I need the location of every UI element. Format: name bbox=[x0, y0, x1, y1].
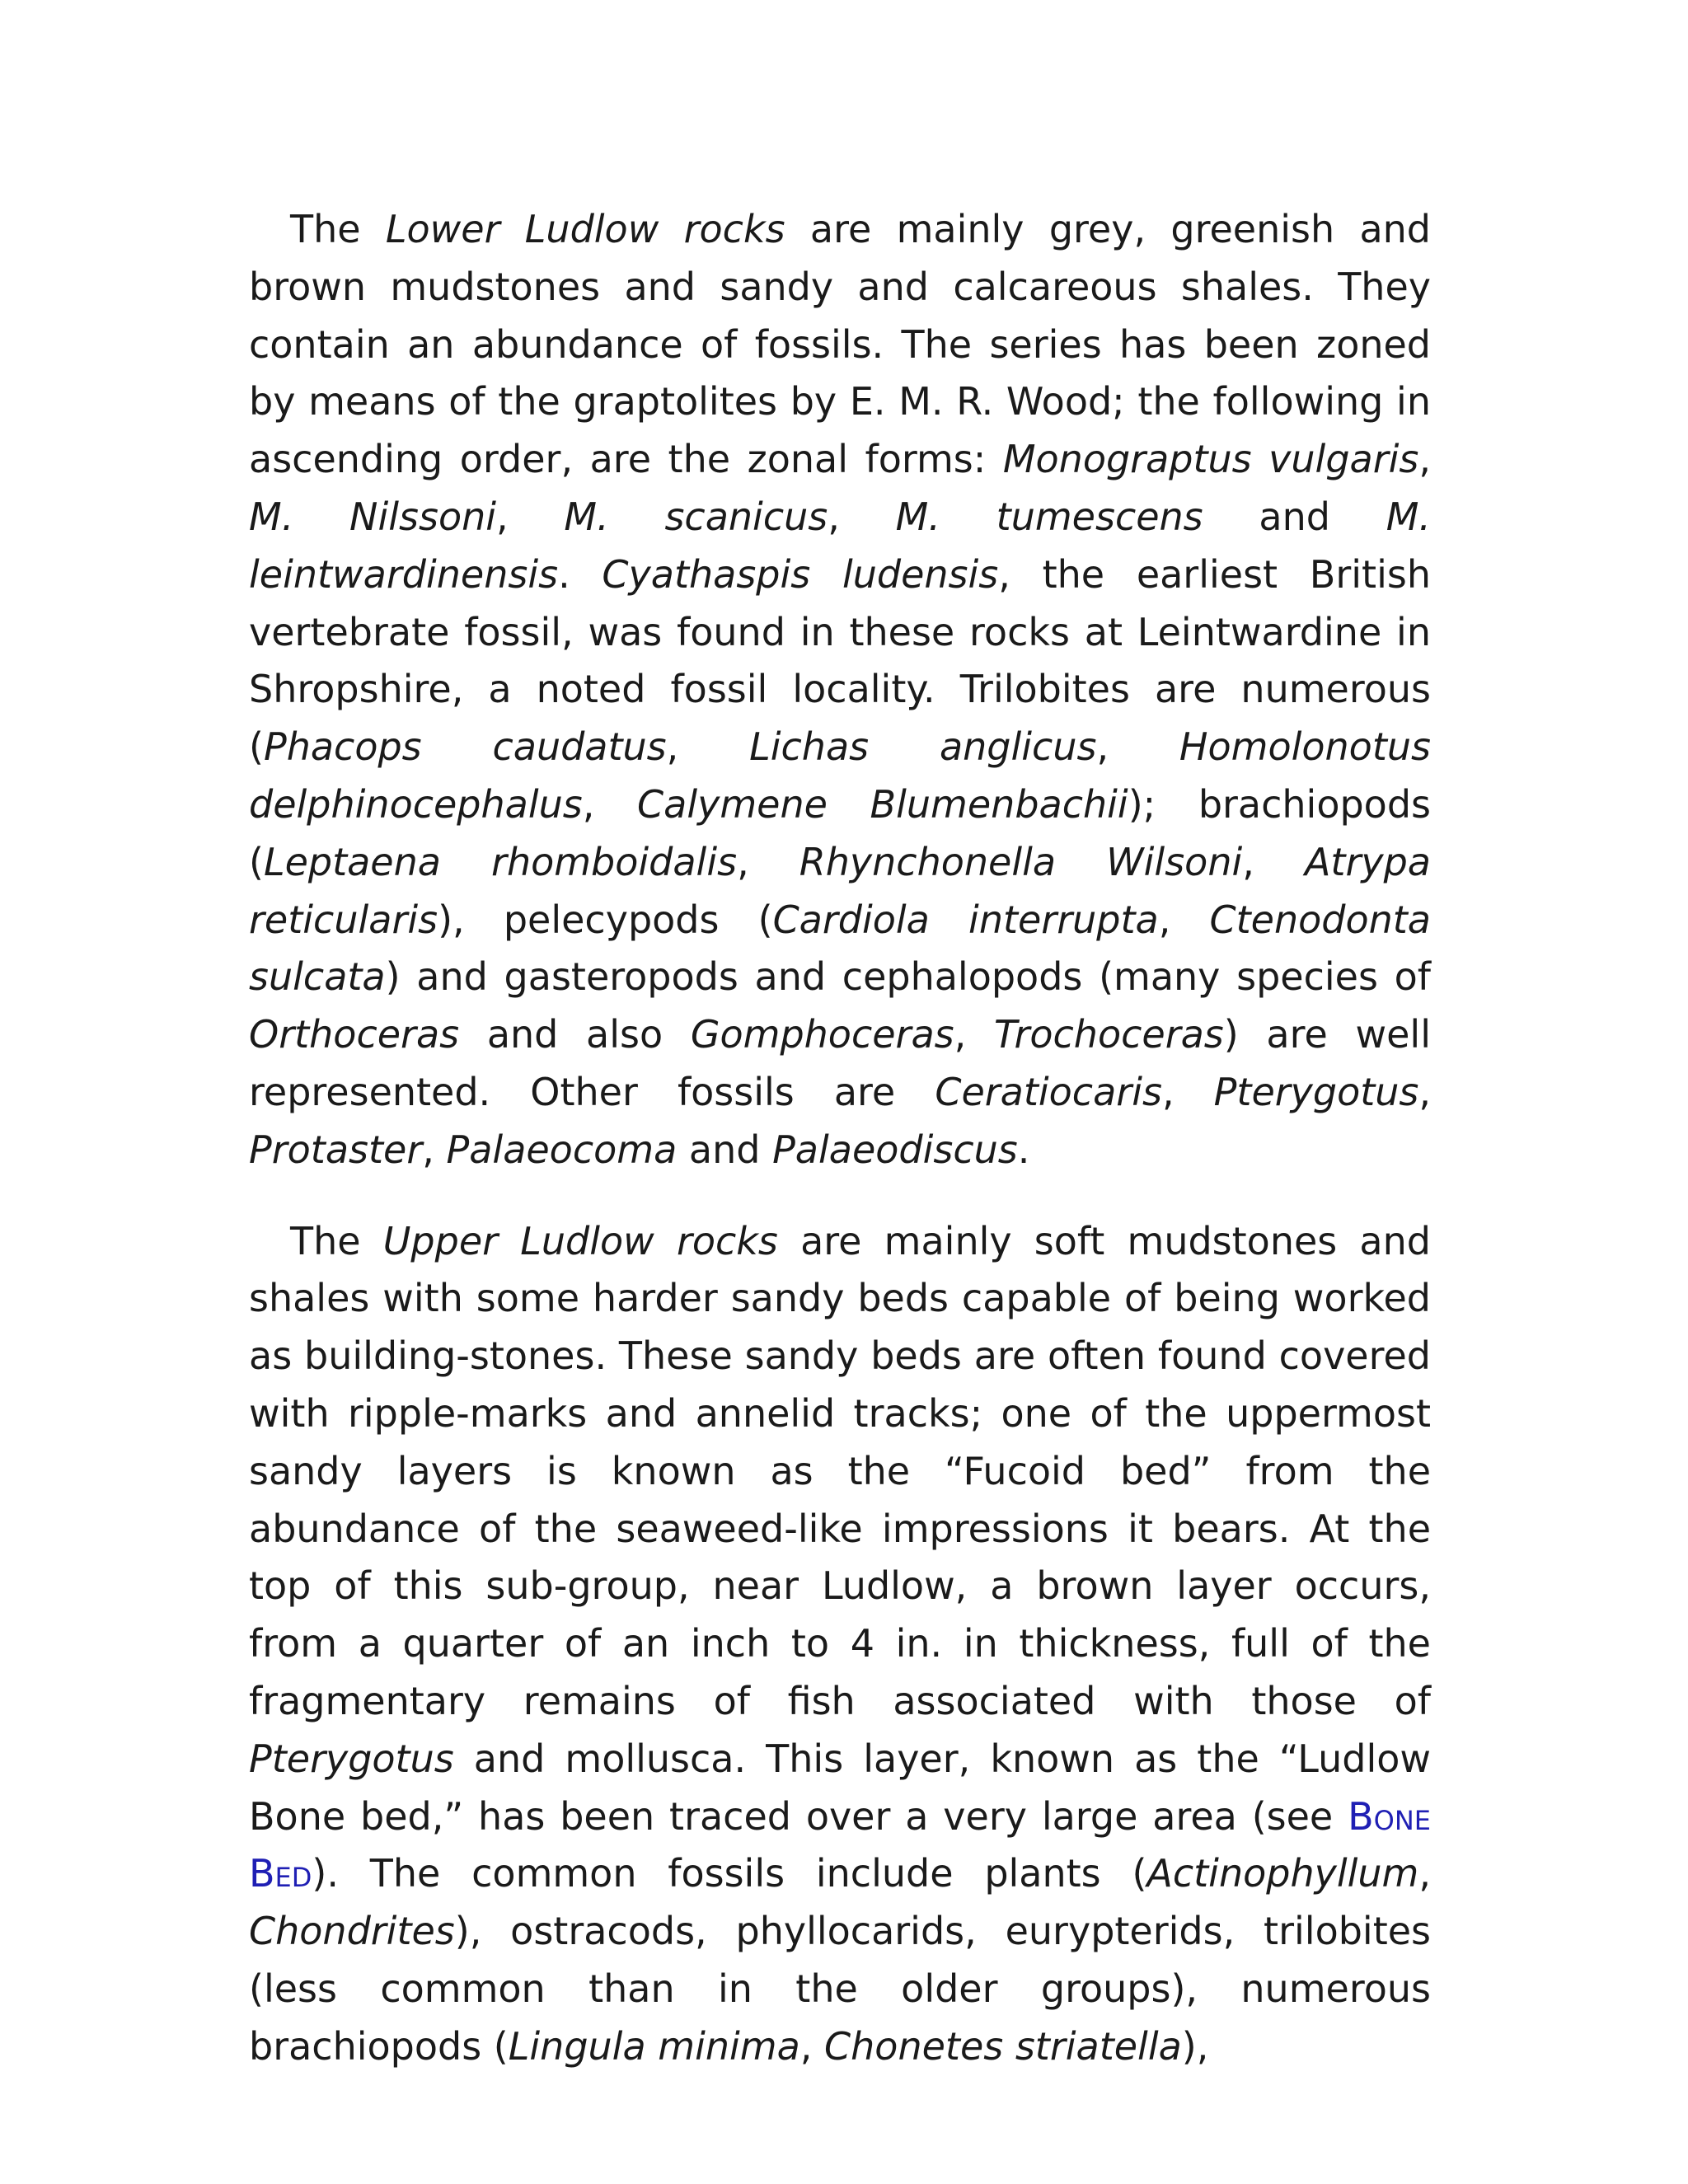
text-run: , bbox=[666, 724, 750, 770]
text-run: are mainly soft mudstones and shales with some harder sandy beds capable of being worked as building-stones. These sandy beds are often found covered with ripple-marks and annelid tracks; one of the uppermost sandy layers is known as the “Fucoid bed” from the abundance of the seaweed-like impressions it bears. At the top of this sub-group, near Ludlow, a brown layer occurs, from a quarter of an inch to 4 in. in thickness, full of the fragmentary remains of fish associated with those of bbox=[249, 1218, 1431, 1723]
italic-term: Pterygotus bbox=[1213, 1069, 1419, 1114]
italic-term: Calymene Blumenbachii bbox=[637, 781, 1128, 827]
italic-term: M. leintwardinensis bbox=[249, 494, 1431, 597]
text-run: and bbox=[677, 1127, 773, 1172]
paragraph-lower-ludlow bbox=[249, 201, 1431, 1179]
text-run: ), pelecypods ( bbox=[438, 897, 773, 942]
text-run: ). The common fossils include plants ( bbox=[312, 1851, 1147, 1896]
italic-term: Leptaena rhomboidalis bbox=[263, 839, 738, 884]
text-run: ) are well represented. Other fossils are bbox=[249, 1012, 1431, 1114]
page-body bbox=[249, 201, 1431, 2076]
text-run: , bbox=[1158, 897, 1210, 942]
text-run: , bbox=[828, 494, 896, 539]
italic-term: M. scanicus bbox=[564, 494, 828, 539]
text-run: ); brachiopods ( bbox=[249, 781, 1431, 884]
text-run: , bbox=[954, 1012, 994, 1057]
text-run: ), ostracods, phyllocarids, eurypterids, trilobites (less common than in the older groups), numerous brachiopods ( bbox=[249, 1909, 1431, 2069]
text-run: . bbox=[558, 551, 603, 597]
text-run: , bbox=[799, 2023, 825, 2069]
cross-reference-link[interactable]: Bone Bed bbox=[249, 1793, 1431, 1896]
italic-term: Chondrites bbox=[249, 1909, 455, 1954]
paragraph-upper-ludlow bbox=[249, 1213, 1431, 2076]
text-run: . bbox=[1017, 1127, 1030, 1172]
italic-term: Pterygotus bbox=[249, 1736, 454, 1781]
text-run: , bbox=[1418, 1069, 1432, 1114]
italic-term: Cardiola interrupta bbox=[772, 897, 1159, 942]
italic-term: Palaeocoma bbox=[446, 1127, 678, 1172]
text-run: , bbox=[1242, 839, 1305, 884]
text-run: , the earliest British vertebrate fossil, was found in these rocks at Leintwardine in Shropshire, a noted fossil locality. Trilobites are numerous ( bbox=[249, 551, 1431, 770]
text-run: , bbox=[737, 839, 799, 884]
italic-term: Chonetes striatella bbox=[824, 2023, 1182, 2069]
italic-term: M. Nilssoni bbox=[249, 494, 497, 539]
text-run: , bbox=[422, 1127, 447, 1172]
text-run: are mainly grey, greenish and brown mudstones and sandy and calcareous shales. They contain an abundance of fossils. The series has been zoned by means of the graptolites by E. M. R. Wood; the following in ascending order, are the zonal forms: bbox=[249, 207, 1431, 482]
italic-term: Lichas anglicus bbox=[749, 724, 1097, 770]
text-run: and mollusca. This layer, known as the “Ludlow Bone bed,” has been traced over a very large area (see bbox=[249, 1736, 1431, 1839]
text-run: , bbox=[1161, 1069, 1214, 1114]
italic-term: Lower Ludlow rocks bbox=[385, 207, 785, 251]
text-run: ), bbox=[1181, 2023, 1209, 2069]
italic-term: Monograptus vulgaris bbox=[1002, 437, 1419, 482]
italic-term: Ctenodonta sulcata bbox=[249, 897, 1431, 1000]
italic-term: Protaster bbox=[249, 1127, 423, 1172]
text-run: and also bbox=[459, 1012, 691, 1057]
italic-term: Gomphoceras bbox=[690, 1012, 954, 1057]
italic-term: Cyathaspis ludensis bbox=[602, 551, 999, 597]
italic-term: Trochoceras bbox=[993, 1012, 1224, 1057]
text-run: The bbox=[290, 207, 386, 251]
italic-term: Atrypa reticularis bbox=[249, 839, 1431, 942]
text-run: , bbox=[582, 781, 638, 827]
italic-term: Rhynchonella Wilsoni bbox=[799, 839, 1243, 884]
italic-term: Phacops caudatus bbox=[263, 724, 667, 770]
italic-term: M. tumescens bbox=[895, 494, 1203, 539]
italic-term: Palaeodiscus bbox=[772, 1127, 1018, 1172]
italic-term: Upper Ludlow rocks bbox=[382, 1218, 778, 1263]
text-run: The bbox=[290, 1218, 383, 1263]
text-run: , bbox=[1418, 1851, 1431, 1896]
text-run: , bbox=[1418, 437, 1431, 482]
italic-term: Ceratiocaris bbox=[935, 1069, 1162, 1114]
text-run: , bbox=[496, 494, 565, 539]
italic-term: Orthoceras bbox=[249, 1012, 460, 1057]
italic-term: Lingula minima bbox=[508, 2023, 800, 2069]
italic-term: Actinophyllum bbox=[1146, 1851, 1419, 1896]
text-run: and bbox=[1203, 494, 1386, 539]
italic-term: Homolonotus delphinocephalus bbox=[249, 724, 1431, 827]
text-run: , bbox=[1096, 724, 1179, 770]
text-run: ) and gasteropods and cephalopods (many species of bbox=[385, 954, 1431, 1000]
